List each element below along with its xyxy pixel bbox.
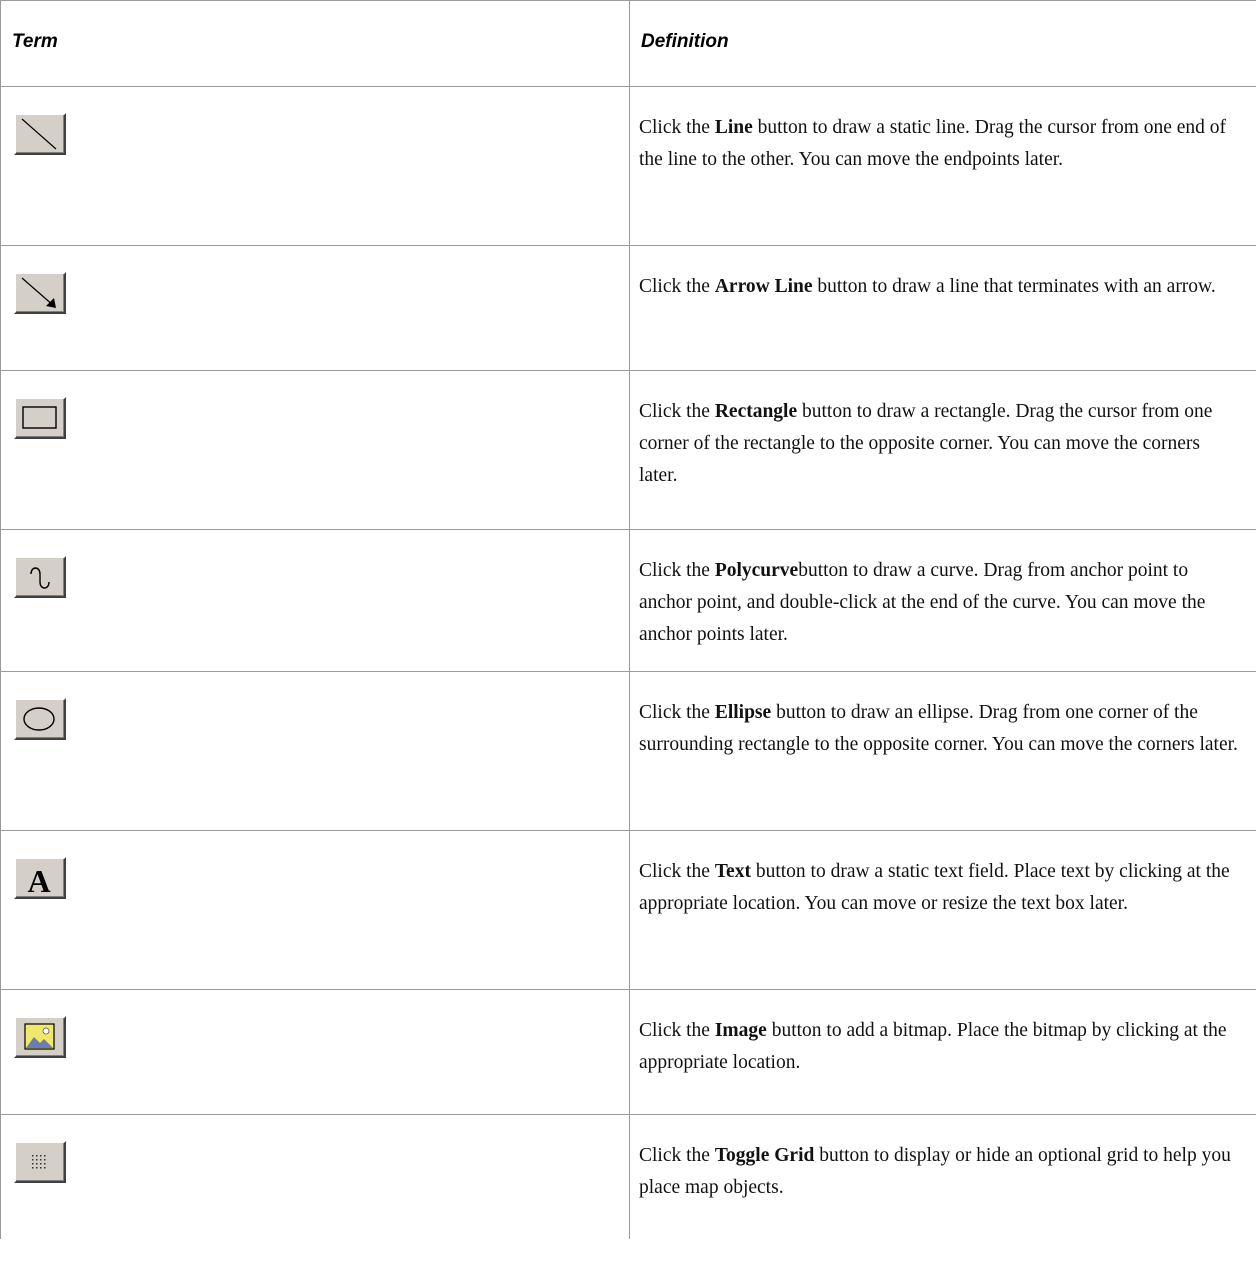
term-cell [1,87,630,246]
definition-cell [630,371,1256,530]
definition-cell [630,87,1256,246]
arrow-line-button[interactable] [14,272,66,314]
ellipse-button[interactable] [14,698,66,740]
definition-text: button to add a bitmap. Place the bitmap by clicking at the appropriate location. [639,1020,1227,1073]
term-cell [1,672,630,831]
arrow-line-icon [16,274,64,312]
line-icon [16,115,64,153]
line-button[interactable] [14,113,66,155]
definition-term-bold: Arrow Line [714,276,813,297]
image-icon [16,1018,64,1056]
definition-cell [630,831,1256,990]
definition-text: button to draw a rectangle. Drag the cursor from one corner of the rectangle to the opposite corner. You can move the corners later. [639,401,1213,486]
definition-text-prefix: Click the [639,117,715,138]
polycurve-button[interactable] [14,556,66,598]
ellipse-icon [16,700,64,738]
term-cell [1,1115,630,1239]
toggle-grid-button[interactable] [14,1141,66,1183]
definition-cell [630,530,1256,672]
table-row [1,1115,1256,1239]
table-row [1,371,1256,530]
definition-text: button to display or hide an optional grid to help you place map objects. [639,1145,1231,1198]
table-row [1,87,1256,246]
definition-cell [630,990,1256,1115]
table-row [1,530,1256,672]
definition-term-bold: Polycurve [714,560,799,581]
definition-cell [630,246,1256,371]
text-icon [16,859,64,897]
definition-text-prefix: Click the [639,560,715,581]
definition-text: button to draw a curve. Drag from anchor point to anchor point, and double-click at the end of the curve. You can move the anchor points later. [639,560,1206,645]
table-row [1,246,1256,371]
definition-term-bold: Toggle Grid [714,1145,815,1166]
definition-text-prefix: Click the [639,1020,715,1041]
rectangle-button[interactable] [14,397,66,439]
definition-text-prefix: Click the [639,276,715,297]
svg-text:A: A [27,863,51,897]
definition-term-bold: Line [714,117,753,138]
term-cell [1,831,630,990]
term-cell [1,371,630,530]
term-cell [1,990,630,1115]
definition-text: button to draw an ellipse. Drag from one corner of the surrounding rectangle to the opposite corner. You can move the corners later. [639,702,1238,755]
definition-text-prefix: Click the [639,401,715,422]
definition-term-bold: Text [714,861,751,882]
text-button[interactable] [14,857,66,899]
term-cell [1,530,630,672]
definition-term-bold: Ellipse [714,702,772,723]
definition-text: button to draw a static text field. Place text by clicking at the appropriate location. You can move or resize the text box later. [639,861,1230,914]
definition-text-prefix: Click the [639,861,715,882]
definition-term-bold: Image [714,1020,767,1041]
definition-term-bold: Rectangle [714,401,798,422]
image-button[interactable] [14,1016,66,1058]
table-row [1,672,1256,831]
table-row [1,990,1256,1115]
term-column-header: Term [1,1,630,87]
definition-text: button to draw a line that terminates with an arrow. [812,276,1216,297]
definition-column-header: Definition [630,1,1256,87]
toggle-grid-icon [16,1143,64,1181]
definition-text-prefix: Click the [639,702,715,723]
definition-cell [630,672,1256,831]
definition-text: button to draw a static line. Drag the cursor from one end of the line to the other. You can move the endpoints later. [639,117,1227,170]
definition-cell [630,1115,1256,1239]
rectangle-icon [16,399,64,437]
table-header-row [1,1,1256,87]
definition-text-prefix: Click the [639,1145,715,1166]
table-row [1,831,1256,990]
polycurve-icon [16,558,64,596]
term-cell [1,246,630,371]
